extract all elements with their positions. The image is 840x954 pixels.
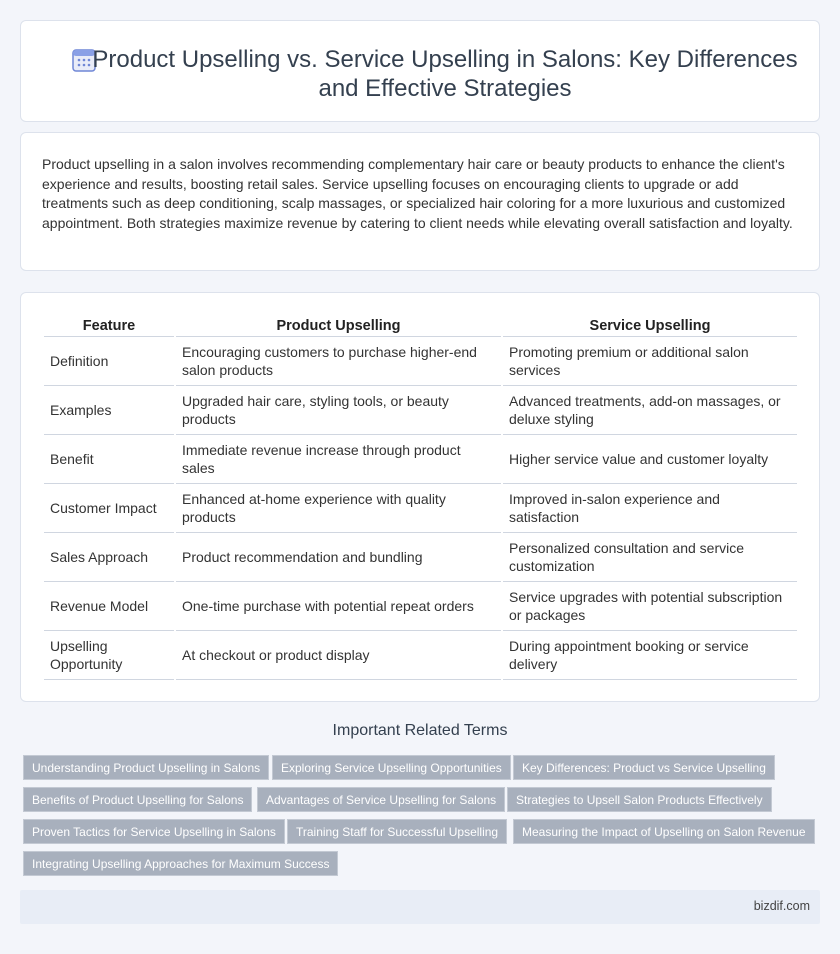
intro-paragraph: Product upselling in a salon involves recommending complementary hair care or beauty products to enhance the client's experience and results, boosting retail sales. Service upselling focuses on encouraging clients to upgrade or add treatments such as deep conditioning, scalp massages, or specialized hair coloring for a more luxurious and customized appointment. Both strategies maximize revenue by catering to client needs while elevating overall satisfaction and loyalty. [42, 156, 793, 231]
row-feature: Examples [44, 386, 174, 435]
row-product: Product recommendation and bundling [176, 533, 501, 582]
row-feature: Sales Approach [44, 533, 174, 582]
title-card [20, 20, 820, 122]
row-product: Upgraded hair care, styling tools, or beauty products [176, 386, 501, 435]
related-term-tag[interactable]: Measuring the Impact of Upselling on Salon Revenue [513, 819, 815, 844]
related-term-tag[interactable]: Exploring Service Upselling Opportunities [272, 755, 511, 780]
header-service: Service Upselling [503, 315, 797, 337]
footer [20, 890, 820, 924]
related-term-tag[interactable]: Integrating Upselling Approaches for Maximum Success [23, 851, 338, 876]
header-product: Product Upselling [176, 315, 501, 337]
row-feature: Revenue Model [44, 582, 174, 631]
table-row [44, 631, 797, 680]
related-term-tag[interactable]: Understanding Product Upselling in Salons [23, 755, 269, 780]
table-row [44, 582, 797, 631]
table-row [44, 533, 797, 582]
page-title: Product Upselling vs. Service Upselling in Salons: Key Differences and Effective Strategies [92, 46, 798, 102]
row-service: Personalized consultation and service customization [503, 533, 797, 582]
intro-card [20, 132, 820, 271]
table-header-row [44, 315, 797, 337]
related-term-tag[interactable]: Key Differences: Product vs Service Upselling [513, 755, 775, 780]
row-feature: Benefit [44, 435, 174, 484]
related-term-tag[interactable]: Proven Tactics for Service Upselling in Salons [23, 819, 285, 844]
row-product: One-time purchase with potential repeat orders [176, 582, 501, 631]
row-service: Improved in-salon experience and satisfaction [503, 484, 797, 533]
row-product: Immediate revenue increase through product sales [176, 435, 501, 484]
row-product: Enhanced at-home experience with quality products [176, 484, 501, 533]
row-service: Higher service value and customer loyalty [503, 435, 797, 484]
row-product: At checkout or product display [176, 631, 501, 680]
row-feature: Customer Impact [44, 484, 174, 533]
footer-site-link[interactable]: bizdif.com [753, 899, 810, 913]
table-row [44, 484, 797, 533]
comparison-table [42, 315, 799, 680]
row-feature: Upselling Opportunity [44, 631, 174, 680]
table-row [44, 435, 797, 484]
row-feature: Definition [44, 337, 174, 386]
related-term-tag[interactable]: Benefits of Product Upselling for Salons [23, 787, 252, 812]
related-term-tag[interactable]: Advantages of Service Upselling for Salons [257, 787, 505, 812]
header-feature: Feature [44, 315, 174, 337]
related-term-tag[interactable]: Training Staff for Successful Upselling [287, 819, 507, 844]
related-terms-title: Important Related Terms [332, 722, 508, 739]
related-term-tag[interactable]: Strategies to Upsell Salon Products Effectively [507, 787, 772, 812]
row-product: Encouraging customers to purchase higher-end salon products [176, 337, 501, 386]
table-row [44, 337, 797, 386]
comparison-card [20, 292, 820, 702]
row-service: During appointment booking or service delivery [503, 631, 797, 680]
row-service: Promoting premium or additional salon services [503, 337, 797, 386]
row-service: Service upgrades with potential subscription or packages [503, 582, 797, 631]
row-service: Advanced treatments, add-on massages, or deluxe styling [503, 386, 797, 435]
table-row [44, 386, 797, 435]
